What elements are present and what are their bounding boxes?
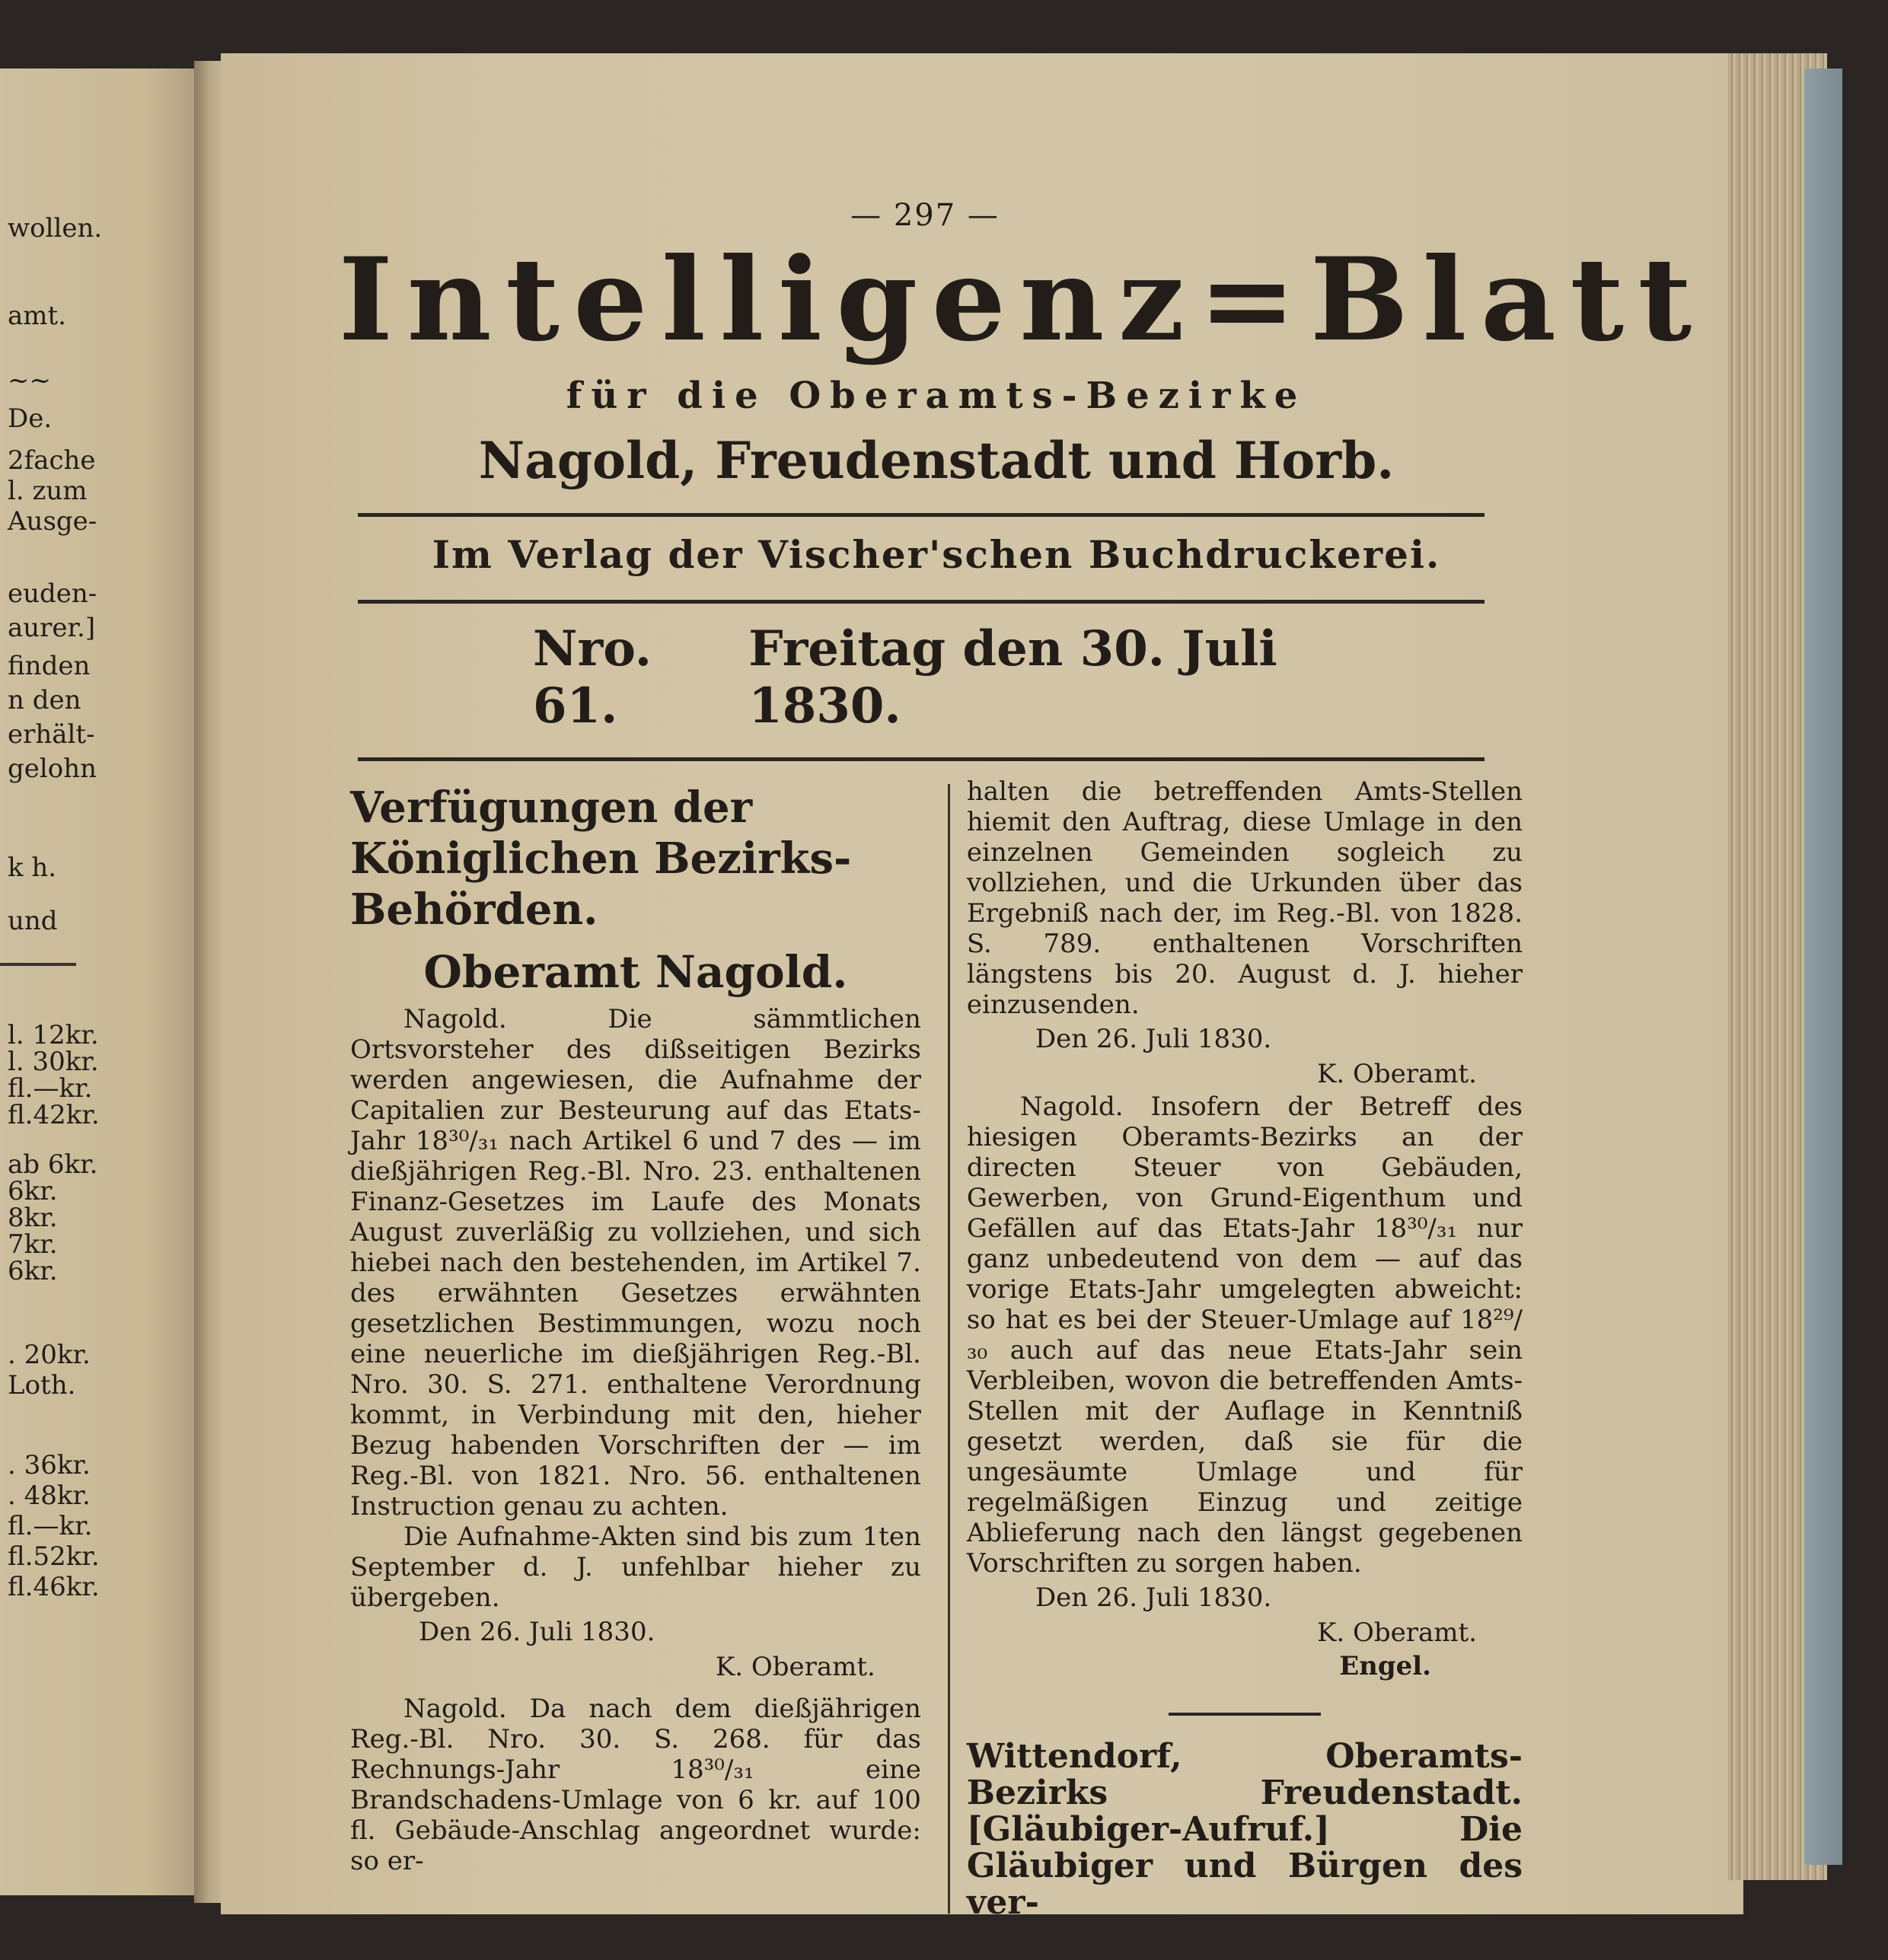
left-page-fragment: fl.42kr. — [8, 1100, 100, 1130]
office-heading: Oberamt Nagold. — [423, 946, 848, 999]
left-page-fragment: Ausge- — [8, 506, 97, 537]
left-page-fragment: . 48kr. — [8, 1480, 91, 1511]
left-page-fragment: ab 6kr. — [8, 1149, 98, 1180]
left-page-fragment: finden — [8, 651, 91, 681]
left-page-fragment: ~~ — [8, 365, 51, 396]
rule-bottom — [358, 757, 1485, 761]
book-gutter — [194, 61, 225, 1903]
notice-2-text: Nagold. Da nach dem dießjährigen Reg.-Bl. Nro. 30. S. 268. für das Rechnungs-Jahr 18³⁰/₃₁ eine Brandschadens-Umlage von 6 kr. auf 100 fl. Gebäude-Anschlag angeordnet wurde: so er- — [350, 1694, 921, 1877]
notice-1-date: Den 26. Juli 1830. — [419, 1617, 655, 1648]
left-page-fragment: l. 30kr. — [8, 1047, 99, 1077]
left-page-fragment: erhält- — [8, 719, 95, 750]
masthead-title: Intelligenz=Blatt — [338, 233, 1706, 367]
left-page-fragment: fl.—kr. — [8, 1511, 93, 1541]
publisher-line: Im Verlag der Vischer'schen Buchdruckerei. — [432, 531, 1441, 577]
left-page-fragment: 8kr. — [8, 1203, 58, 1233]
notice-2-continued: halten die betreffenden Amts-Stellen hiemit den Auftrag, diese Umlage in den einzelnen Gemeinden sogleich zu vollziehen, und die Urkunden über das Ergebniß nach der, im Reg.-Bl. von 1828. S. 789. enthaltenen Vorschriften längstens bis 20. August d. J. hieher einzusenden. — [966, 776, 1523, 1020]
left-page-fragment: wollen. — [8, 213, 103, 244]
notice-1-signature: K. Oberamt. — [715, 1652, 875, 1683]
left-page-fragment: l. zum — [8, 476, 88, 506]
notice-3-name: Engel. — [1339, 1650, 1431, 1681]
left-page-rule — [0, 963, 76, 966]
left-page-fragment: 6kr. — [8, 1256, 58, 1286]
left-page-fragment: . 20kr. — [8, 1340, 91, 1370]
rule-top — [358, 513, 1485, 517]
page-content — [338, 198, 1706, 1922]
notice-3-date: Den 26. Juli 1830. — [1035, 1582, 1272, 1613]
issue-date: Freitag den 30. Juli 1830. — [748, 620, 1277, 735]
left-page-edge — [0, 69, 209, 1895]
masthead-districts: Nagold, Freudenstadt und Horb. — [478, 430, 1395, 490]
right-column — [967, 776, 1523, 1921]
left-page-fragment: . 36kr. — [8, 1450, 91, 1480]
issue-number: Nro. 61. — [533, 620, 652, 735]
left-page-fragment: fl.—kr. — [8, 1073, 93, 1104]
notice-2-signature: K. Oberamt. — [1316, 1058, 1477, 1089]
notice-1-text: Nagold. Die sämmtlichen Ortsvorsteher des dißseitigen Bezirks werden angewiesen, die Aufnahme der Capitalien zur Besteurung auf das Etats-Jahr 18³⁰/₃₁ nach Artikel 6 und 7 des — im dießjährigen Reg.-Bl. Nro. 23. enthaltenen Finanz-Gesetzes im Laufe des Monats August zuverläßig zu vollziehen, und sich hiebei nach den bestehenden, im Artikel 7. des erwähnten Gesetzes erwähnten gesetzlichen Bestimmungen, wozu noch eine neuerliche im dießjährigen Reg.-Bl. Nro. 30. S. 271. enthaltene Verordnung kommt, in Verbindung mit den, hieher Bezug habenden Vorschriften der — im Reg.-Bl. von 1821. Nro. 56. enthaltenen Instruction genau zu achten. — [350, 1004, 921, 1522]
notice-separator — [1169, 1713, 1321, 1716]
section-heading: Verfügungen der Königlichen Bezirks-Behörden. — [350, 782, 852, 935]
left-page-fragment: Loth. — [8, 1370, 76, 1401]
column-divider — [948, 784, 950, 1914]
left-column — [350, 776, 921, 1921]
issue-line — [350, 620, 1523, 735]
rule-middle — [358, 600, 1485, 604]
left-page-fragment: De. — [8, 403, 53, 434]
book-cover-edge — [1804, 69, 1842, 1865]
notice-3-text: Nagold. Insofern der Betreff des hiesigen Oberamts-Bezirks an der directen Steuer von Gebäuden, Gewerben, von Grund-Eigenthum und Gefällen auf das Etats-Jahr 18³⁰/₃₁ nur ganz unbedeutend von dem — auf das vorige Etats-Jahr umgelegten abweicht: so hat es bei der Steuer-Umlage auf 18²⁹/₃₀ auch auf das neue Etats-Jahr sein Verbleiben, wovon die betreffenden Amts-Stellen mit der Auflage in Kenntniß gesetzt werden, daß sie für die ungesäumte Umlage und für regelmäßigen Einzug und zeitige Ablieferung nach den längst gegebenen Vorschriften zu sorgen haben. — [966, 1091, 1523, 1579]
page-number: — 297 — — [850, 198, 1000, 233]
left-page-fragment: und — [8, 906, 58, 936]
left-page-fragment: 7kr. — [8, 1229, 58, 1260]
left-page-fragment: 6kr. — [8, 1176, 58, 1206]
article-columns — [350, 776, 1523, 1921]
notice-2-date: Den 26. Juli 1830. — [1035, 1023, 1272, 1054]
left-page-fragment: gelohn — [8, 754, 97, 784]
left-page-fragment: k h. — [8, 853, 57, 883]
left-page-fragment: l. 12kr. — [8, 1020, 99, 1050]
notice-1-text-2: Die Aufnahme-Akten sind bis zum 1ten September d. J. unfehlbar hieher zu übergeben. — [350, 1522, 921, 1614]
masthead-subtitle: für die Oberamts-Bezirke — [566, 374, 1307, 417]
left-page-fragment: amt. — [8, 301, 66, 331]
left-page-fragment: fl.46kr. — [8, 1572, 100, 1602]
notice-4-heading: Wittendorf, Oberamts-Bezirks Freudenstadt. [Gläubiger-Aufruf.] Die Gläubiger und Bürgen des ver- — [966, 1736, 1523, 1922]
left-page-fragment: fl.52kr. — [8, 1541, 100, 1572]
left-page-fragment: 2fache — [8, 445, 96, 476]
left-page-fragment: n den — [8, 685, 81, 715]
left-page-fragment: aurer.] — [8, 613, 96, 643]
left-page-fragment: euden- — [8, 578, 97, 609]
notice-3-signature: K. Oberamt. — [1316, 1617, 1477, 1648]
